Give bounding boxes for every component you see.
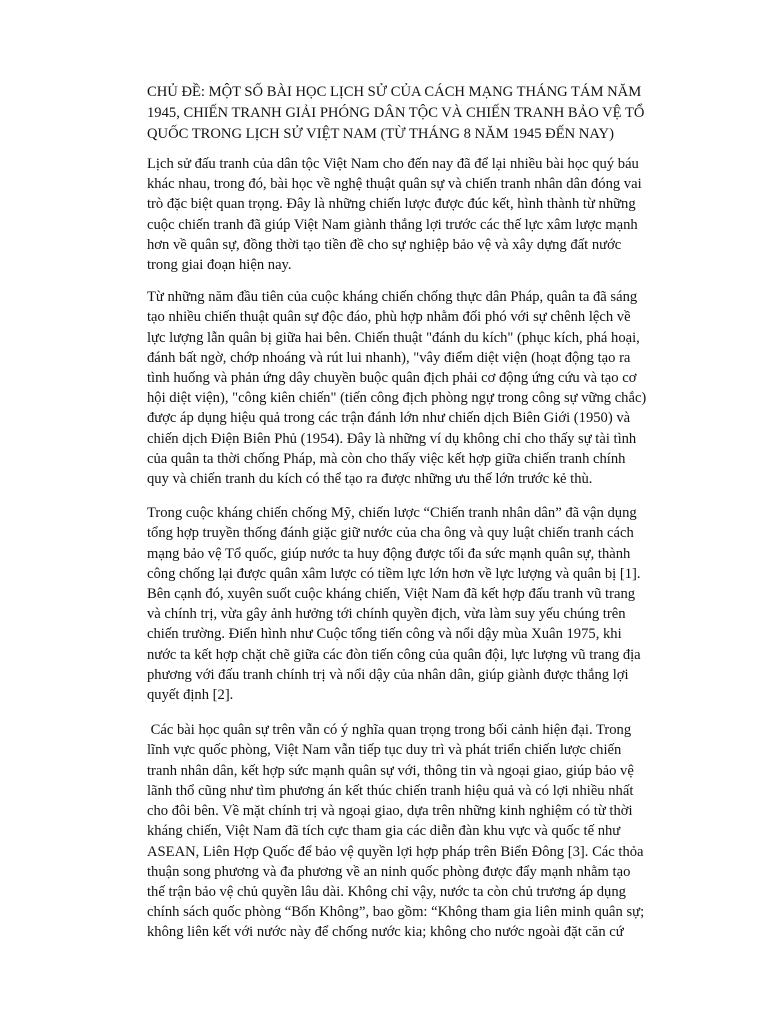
text-line: trong giai đoạn hiện nay.	[147, 257, 292, 274]
text-line: ASEAN, Liên Hợp Quốc để bảo vệ quyền lợi hợp pháp trên Biển Đông [3]. Các thỏa	[147, 843, 644, 860]
text-line: chiến dịch Điện Biên Phủ (1954). Đây là những ví dụ không chỉ cho thấy sự tài tình	[147, 430, 637, 447]
text-line: Trong cuộc kháng chiến chống Mỹ, chiến lược “Chiến tranh nhân dân” đã vận dụng	[147, 505, 637, 522]
text-line: lĩnh vực quốc phòng, Việt Nam vẫn tiếp tục duy trì và phát triển chiến lược chiến	[147, 742, 622, 759]
text-line: tranh nhân dân, kết hợp sức mạnh quân sự với, thông tin và ngoại giao, giúp bảo vệ	[147, 762, 634, 779]
text-line: tổng hợp truyền thống đánh giặc giữ nước của cha ông và quy luật chiến tranh cách	[147, 525, 634, 542]
paragraph-modern-context	[147, 720, 679, 942]
text-line: Bên cạnh đó, xuyên suốt cuộc kháng chiến, Việt Nam đã kết hợp đấu tranh vũ trang	[147, 586, 636, 603]
document-page	[147, 82, 679, 955]
text-line: cuộc chiến tranh đã giúp Việt Nam giành thắng lợi trước các thế lực xâm lược mạnh	[147, 216, 638, 233]
text-line: và chính trị, vừa gây ảnh hưởng tới chính quyền địch, vừa làm suy yếu chúng trên	[147, 606, 626, 623]
text-line: của quân ta thời chống Pháp, mà còn cho thấy việc kết hợp giữa chiến tranh chính	[147, 450, 626, 467]
title-line: QUỐC TRONG LỊCH SỬ VIỆT NAM (TỪ THÁNG 8 NĂM 1945 ĐẾN NAY)	[147, 126, 614, 142]
text-line: công chống lại được quân xâm lược có tiềm lực lớn hơn về lực lượng và quân bị [1].	[147, 565, 641, 582]
text-line: mạng bảo vệ Tổ quốc, giúp nước ta huy động được tối đa sức mạnh quân sự, thành	[147, 545, 631, 562]
paragraph-intro	[147, 154, 679, 275]
title-line: 1945, CHIẾN TRANH GIẢI PHÓNG DÂN TỘC VÀ CHIẾN TRANH BẢO VỆ TỔ	[147, 105, 645, 121]
document-title	[147, 82, 679, 145]
text-line: lãnh thổ cũng như tìm phương án kết thúc chiến tranh hiệu quả và có lợi nhiều nhất	[147, 782, 634, 799]
title-line: CHỦ ĐỀ: MỘT SỐ BÀI HỌC LỊCH SỬ CỦA CÁCH MẠNG THÁNG TÁM NĂM	[147, 84, 642, 100]
text-line: chiến trường. Điển hình như Cuộc tổng tiến công và nổi dậy mùa Xuân 1975, khi	[147, 626, 622, 643]
text-line: kháng chiến, Việt Nam đã tích cực tham gia các diễn đàn khu vực và quốc tế như	[147, 823, 621, 840]
text-line: Từ những năm đầu tiên của cuộc kháng chiến chống thực dân Pháp, quân ta đã sáng	[147, 289, 638, 306]
text-line: thế trận bảo vệ chủ quyền lâu dài. Không chỉ vậy, nước ta còn chủ trương áp dụng	[147, 883, 626, 900]
text-line: lực lượng lẫn quân bị giữa hai bên. Chiến thuật "đánh du kích" (phục kích, phá hoại,	[147, 329, 640, 346]
text-line: chính sách quốc phòng “Bốn Không”, bao gồm: “Không tham gia liên minh quân sự;	[147, 904, 645, 921]
paragraph-french-war	[147, 287, 679, 489]
text-line: thuận song phương và đa phương về an ninh quốc phòng được đẩy mạnh nhằm tạo	[147, 863, 631, 880]
text-line: hơn về quân sự, đồng thời tạo tiền đề cho sự nghiệp bảo vệ và xây dựng đất nước	[147, 236, 622, 253]
text-line: quyết định [2].	[147, 687, 234, 704]
text-line: nước ta kết hợp chặt chẽ giữa các đòn tiến công của quân đội, lực lượng vũ trang địa	[147, 646, 641, 663]
text-line: khác nhau, trong đó, bài học về nghệ thuật quân sự và chiến tranh nhân dân đóng vai	[147, 176, 642, 193]
text-line: tạo nhiều chiến thuật quân sự độc đáo, phù hợp nhằm đối phó với sự chênh lệch về	[147, 309, 631, 326]
text-line: đánh bất ngờ, chớp nhoáng và rút lui nhanh), "vây điểm diệt viện (hoạt động tạo ra	[147, 349, 631, 366]
paragraph-american-war	[147, 503, 679, 705]
text-line: trò đặc biệt quan trọng. Đây là những chiến lược được đúc kết, hình thành từ những	[147, 196, 636, 213]
text-line: quy và chiến tranh du kích có thể tạo ra được những ưu thế lớn trước kẻ thù.	[147, 471, 593, 488]
text-line: được áp dụng hiệu quả trong các trận đánh lớn như chiến dịch Biên Giới (1950) và	[147, 410, 631, 427]
text-line: phương với đấu tranh chính trị và nổi dậy của nhân dân, giúp giành được thắng lợi	[147, 666, 629, 683]
text-line: tình huống và phản ứng dây chuyền buộc quân địch phải cơ động ứng cứu và tạo cơ	[147, 370, 637, 387]
text-line: cho đôi bên. Về mặt chính trị và ngoại giao, dựa trên những kinh nghiệm có từ thời	[147, 803, 633, 820]
text-line: Lịch sử đấu tranh của dân tộc Việt Nam cho đến nay đã để lại nhiều bài học quý báu	[147, 156, 639, 172]
text-line: hội diệt viện), "công kiên chiến" (tiến công địch phòng ngự trong công sự vững chắc)	[147, 390, 647, 407]
text-line: Các bài học quân sự trên vẫn có ý nghĩa quan trọng trong bối cảnh hiện đại. Trong	[147, 722, 632, 739]
text-line: không liên kết với nước này để chống nước kia; không cho nước ngoài đặt căn cứ	[147, 924, 624, 941]
